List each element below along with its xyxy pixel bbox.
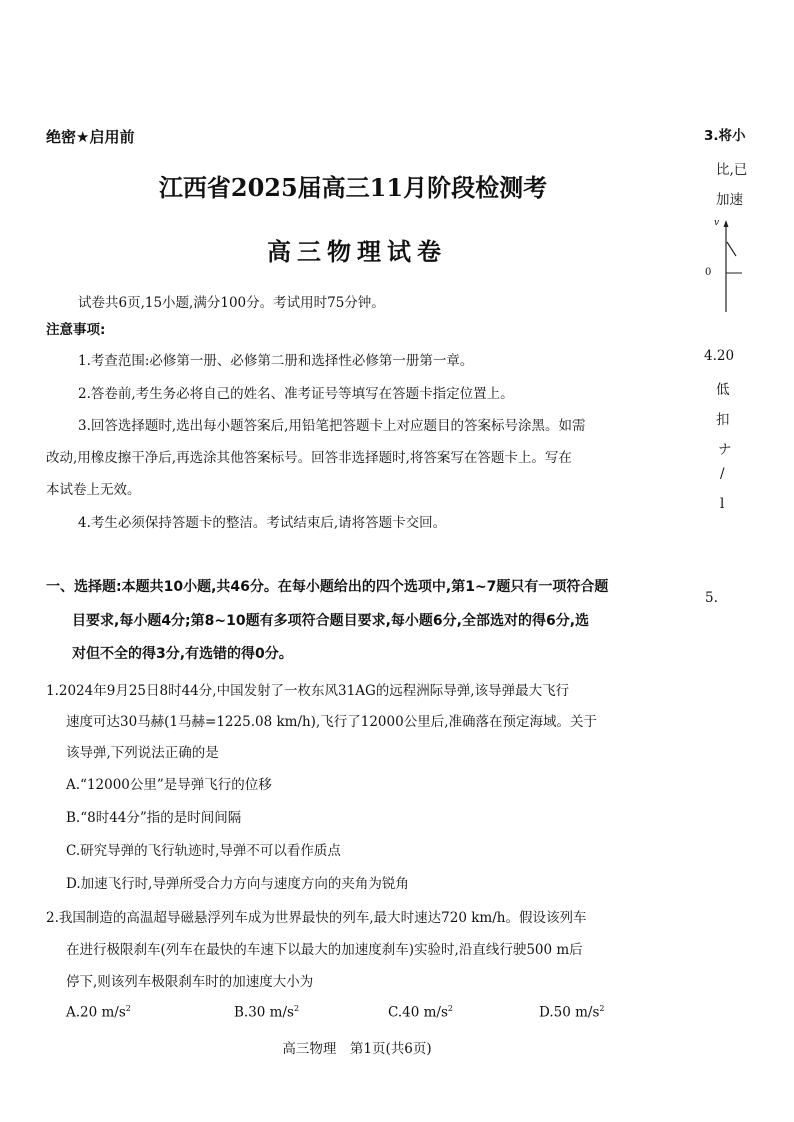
option-label: B.30 m/s	[234, 1004, 294, 1021]
graph-v-label: v	[714, 218, 720, 228]
exam-subtitle-text: 高三物理试卷	[267, 237, 447, 266]
section-heading-line: 对但不全的得3分,有选错的得0分。	[72, 646, 293, 662]
question-2-option-b	[234, 1004, 299, 1021]
page-footer-text: 高三物理 第1页(共6页)	[282, 1041, 432, 1057]
notice-item-continued: 本试卷上无效。	[46, 482, 141, 498]
graph-axis-arrow	[724, 220, 729, 227]
edge-fragment: 5.	[705, 590, 718, 606]
question-1-option-b: B.“8时44分”指的是时间间隔	[66, 810, 242, 826]
question-1-option-a: A.“12000公里”是导弹飞行的位移	[66, 777, 272, 793]
page-footer	[0, 1037, 794, 1057]
edge-fragment: 加速	[716, 192, 743, 208]
edge-fragment: 扣	[716, 412, 730, 428]
question-1-option-c: C.研究导弹的飞行轨迹时,导弹不可以看作质点	[66, 843, 341, 859]
question-2-stem: 2.我国制造的高温超导磁悬浮列车成为世界最快的列车,最大时速达720 km/h。假设该列车	[46, 910, 587, 926]
option-exponent: 2	[447, 1004, 453, 1013]
option-exponent: 2	[125, 1004, 131, 1013]
graph-origin-label: 0	[705, 267, 712, 278]
edge-fragment: 低	[716, 382, 730, 398]
notice-item: 3.回答选择题时,选出每小题答案后,用铅笔把答题卡上对应题目的答案标号涂黑。如需	[78, 418, 586, 434]
exam-subtitle	[0, 232, 794, 267]
section-heading-line: 目要求,每小题4分;第8~10题有多项符合题目要求,每小题6分,全部选对的得6分,选	[72, 613, 590, 629]
notice-item: 1.考查范围:必修第一册、必修第二册和选择性必修第一册第一章。	[78, 353, 474, 369]
notice-heading: 注意事项:	[46, 322, 106, 338]
notice-item-continued: 改动,用橡皮擦干净后,再选涂其他答案标号。回答非选择题时,将答案写在答题卡上。写在	[46, 450, 572, 466]
option-exponent: 2	[599, 1004, 605, 1013]
notice-item: 4.考生必须保持答题卡的整洁。考试结束后,请将答题卡交回。	[78, 515, 447, 531]
option-label: A.20 m/s	[66, 1004, 126, 1021]
question-2-option-d	[539, 1004, 604, 1021]
edge-fragment: 3.将小	[704, 128, 746, 144]
velocity-graph-fragment	[712, 218, 752, 314]
graph-line	[727, 242, 736, 256]
edge-fragment: l	[720, 496, 725, 512]
option-exponent: 2	[293, 1004, 300, 1013]
question-2-stem: 停下,则该列车极限刹车时的加速度大小为	[66, 974, 314, 990]
question-2-option-c	[388, 1004, 453, 1021]
question-2-stem: 在进行极限刹车(列车在最快的车速下以最大的加速度刹车)实验时,沿直线行驶500 m后	[66, 942, 583, 958]
question-1-stem: 速度可达30马赫(1马赫=1225.08 km/h),飞行了12000公里后,准确落在预定海域。关于	[66, 714, 597, 730]
exam-title	[0, 168, 794, 203]
option-label: C.40 m/s	[388, 1004, 448, 1021]
edge-fragment: 4.20	[704, 348, 735, 364]
exam-title-text: 江西省2025届高三11月阶段检测考	[158, 173, 548, 202]
question-2-option-a	[66, 1004, 131, 1021]
question-1-stem: 1.2024年9月25日8时44分,中国发射了一枚东风31AG的远程洲际导弹,该导弹最大飞行	[46, 683, 570, 699]
edge-fragment: ナ	[718, 442, 732, 458]
question-1-option-d: D.加速飞行时,导弹所受合力方向与速度方向的夹角为锐角	[66, 876, 409, 892]
notice-item: 2.答卷前,考生务必将自己的姓名、准考证号等填写在答题卡指定位置上。	[78, 386, 514, 402]
exam-intro: 试卷共6页,15小题,满分100分。考试用时75分钟。	[78, 295, 385, 311]
edge-fragment: /	[720, 466, 725, 482]
confidential-label: 绝密★启用前	[46, 128, 135, 146]
question-1-stem: 该导弹,下列说法正确的是	[66, 745, 219, 761]
edge-fragment: 比,已	[716, 162, 748, 178]
option-label: D.50 m/s	[539, 1004, 600, 1021]
section-heading-line: 一、选择题:本题共10小题,共46分。在每小题给出的四个选项中,第1~7题只有一项符合题	[46, 579, 609, 595]
